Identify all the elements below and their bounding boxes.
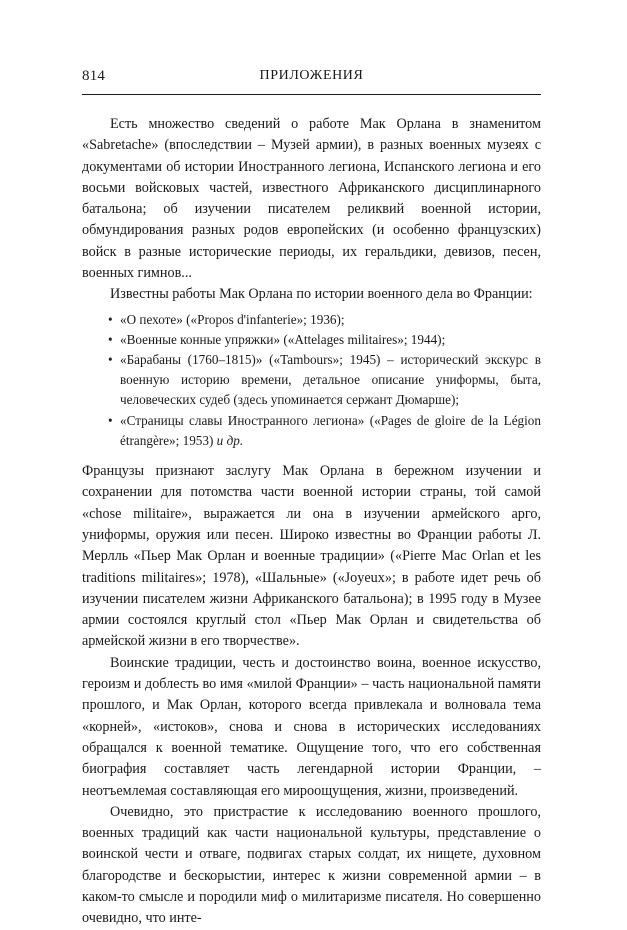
list-item: [108, 411, 541, 451]
paragraph-sources: Есть множество сведений о работе Мак Орлана в знаменитом «Sabretache» (впоследствии – Музей армии), в разных военных музеях с документами об истории Иностранного легиона, Испанского легиона и его восьми войсковых частей, известного Африканского дисциплинарного батальона; об изучении писателем реликвий военной истории, обмундирования разных родов европейских (и особенно французских) войск в разные исторические периоды, их геральдики, девизов, песен, военных гимнов...: [82, 116, 541, 282]
page-header: [82, 68, 541, 88]
bullet: •: [108, 331, 113, 347]
list-item-text: «Военные конные упряжки» («Attelages militaires»; 1944);: [120, 331, 446, 347]
page-number: 814: [82, 68, 106, 84]
works-list: [82, 310, 541, 451]
paragraph-myth: Очевидно, это пристрастие к исследованию военного прошлого, военных традиций как части национальной культуры, представление о воинской чести и отваге, подвигах старых солдат, их нищете, духовном благородстве и бескорыстии, интерес к жизни современной армии – в каком-то смысле и породили миф о милитаризме писателя. Но совершенно очевидно, что инте-: [82, 803, 541, 927]
list-item: [108, 350, 541, 411]
running-head: ПРИЛОЖЕНИЯ: [259, 68, 364, 83]
body-text: [82, 114, 541, 930]
list-item-etc: и др.: [216, 432, 244, 448]
list-item-text: «О пехоте» («Propos d'infanterie»; 1936);: [120, 311, 345, 327]
paragraph-recognition: Французы признают заслугу Мак Орлана в бережном изучении и сохранении для потомства части военной истории страны, той самой «chose militaire», выражается ли она в изучении армейского арго, униформы, оружия или песен. Широко известны во Франции работы Л. Мерлль «Пьер Мак Орлан и военные традиции» («Pierre Mac Orlan et les traditions militaires»; 1978), «Шальные» («Joyeux»; в работе идет речь об изучении писателем жизни Африканского батальона); в 1995 году в Музее армии состоялся круглый стол «Пьер Мак Орлан и свидетельства об армейской жизни в его творчестве».: [82, 463, 541, 650]
bullet: •: [108, 311, 113, 327]
bullet: •: [108, 412, 113, 428]
list-item: [108, 330, 541, 350]
paragraph-traditions: Воинские традиции, честь и достоинство воина, военное искусство, героизм и доблесть во имя «милой Франции» – часть национальной памяти прошлого, и Мак Орлан, которого всегда привлекала и волновала тема «корней», «истоков», снова и снова в исторических исследованиях обращался к военной тематике. Ощущение того, что его собственная биография составляет часть легендарной истории Франции, – неотъемлемая составляющая его мироощущения, жизни, произведений.: [82, 654, 541, 799]
header-rule: [82, 94, 541, 95]
list-item-text: «Страницы славы Иностранного легиона» («Pages de gloire de la Légion étrangère»; 1953): [120, 412, 541, 448]
bullet: •: [108, 352, 113, 368]
list-item-text: «Барабаны (1760–1815)» («Tambours»; 1945) – исторический экскурс в военную историю времени, детальное описание униформы, быта, человеческих судеб (здесь упоминается сержант Дюмарше);: [120, 352, 541, 408]
paragraph-works-intro: Известны работы Мак Орлана по истории военного дела во Франции:: [110, 286, 533, 303]
list-item: [108, 310, 541, 330]
